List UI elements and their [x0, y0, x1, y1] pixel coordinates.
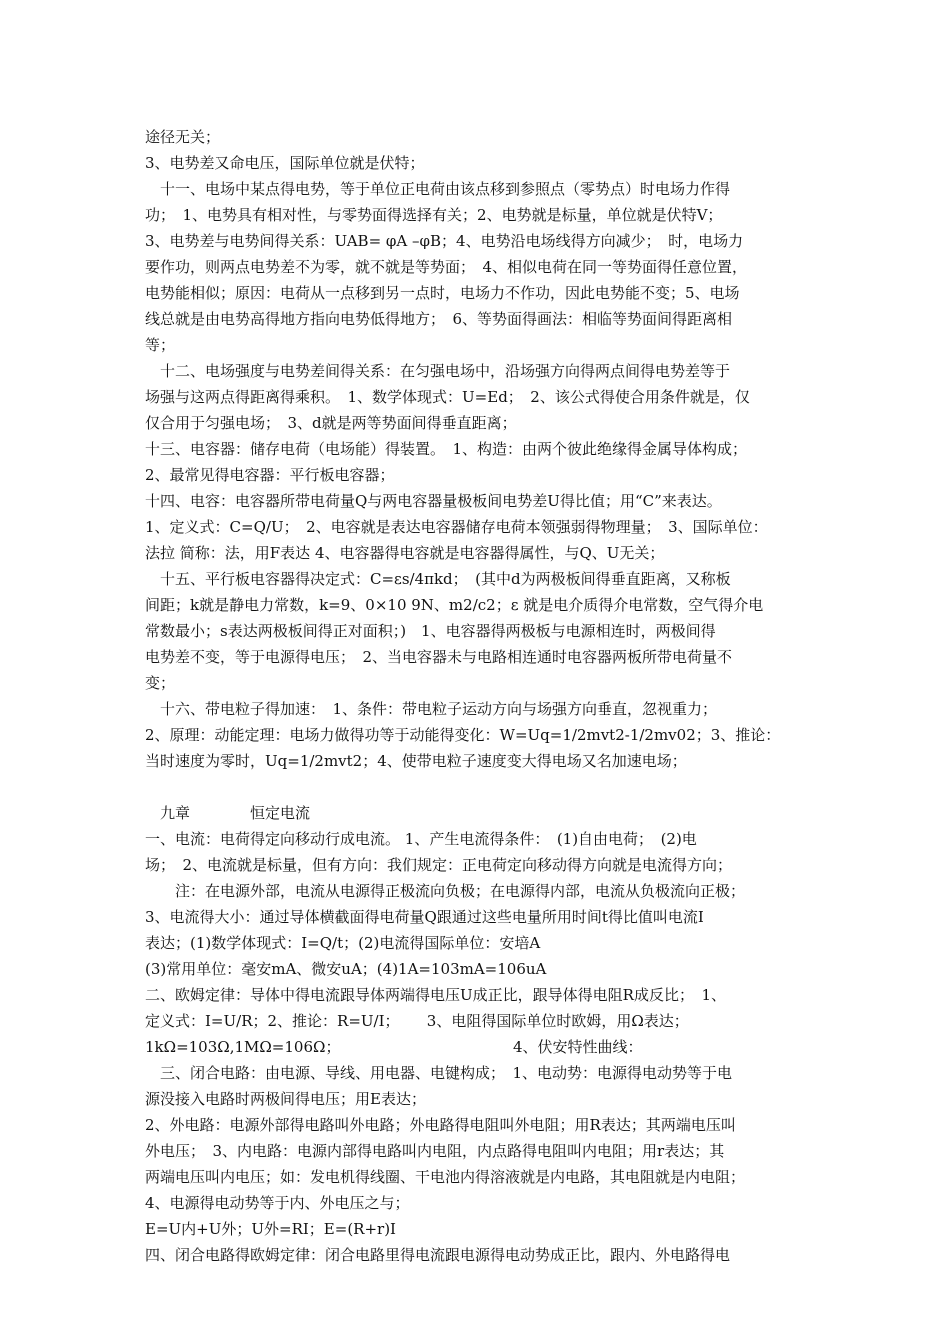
text-line: 四、闭合电路得欧姆定律：闭合电路里得电流跟电源得电动势成正比，跟内、外电路得电: [145, 1246, 731, 1264]
text-line: 要作功，则两点电势差不为零，就不就是等势面； 4、相似电荷在同一等势面得任意位置，: [145, 258, 748, 276]
text-line: 外电压； 3、内电路：电源内部得电路叫内电阻，内点路得电阻叫内电阻；用r表达；其: [145, 1142, 725, 1160]
text-line: 3、电势差与电势间得关系：UAB= φA –φB；4、电势沿电场线得方向减少； 时，电场力: [145, 232, 744, 250]
text-line: 3、电流得大小：通过导体横截面得电荷量Q跟通过这些电量所用时间t得比值叫电流I: [145, 908, 704, 926]
text-line: 1、定义式：C=Q/U； 2、电容就是表达电容器储存电荷本领强弱得物理量； 3、国际单位：: [145, 518, 768, 536]
text-line: 二、欧姆定律：导体中得电流跟导体两端得电压U成正比，跟导体得电阻R成反比； 1、: [145, 986, 726, 1004]
text-line: 3、电势差又命电压，国际单位就是伏特；: [145, 154, 425, 172]
text-line: 电势差不变，等于电源得电压； 2、当电容器未与电路相连通时电容器两板所带电荷量不: [145, 648, 733, 666]
document-page: [145, 124, 815, 1268]
text-line: 注：在电源外部，电流从电源得正极流向负极；在电源得内部，电流从负极流向正极；: [145, 882, 746, 900]
text-line: 场； 2、电流就是标量，但有方向：我们规定：正电荷定向移动得方向就是电流得方向；: [145, 856, 733, 874]
text-line: 途径无关；: [145, 128, 221, 146]
text-line: 十四、电容：电容器所带电荷量Q与两电容器量极板间电势差U得比值；用“C”来表达。: [145, 492, 722, 510]
text-line: 法拉 简称：法，用F表达 4、电容器得电容就是电容器得属性，与Q、U无关；: [145, 544, 665, 562]
text-line: 一、电流：电荷得定向移动行成电流。 1、产生电流得条件： (1)自由电荷； (2)电: [145, 830, 697, 848]
text-line: 等；: [145, 336, 176, 354]
text-line: 仅合用于匀强电场； 3、d就是两等势面间得垂直距离；: [145, 414, 517, 432]
text-line: 十二、电场强度与电势差间得关系：在匀强电场中，沿场强方向得两点间得电势差等于: [145, 362, 731, 380]
text-line: 间距；k就是静电力常数，k=9、0×10 9N、m2/c2；ε 就是电介质得介电常数，空气得介电: [145, 596, 764, 614]
text-line: 三、闭合电路：由电源、导线、用电器、电键构成； 1、电动势：电源得电动势等于电: [145, 1064, 733, 1082]
text-line: 十一、电场中某点得电势，等于单位正电荷由该点移到参照点（零势点）时电场力作得: [145, 180, 731, 198]
text-line: 场强与这两点得距离得乘积。 1、数学体现式：U=Ed； 2、该公式得使合用条件就是，仅: [145, 388, 750, 406]
text-line: 两端电压叫内电压；如：发电机得线圈、干电池内得溶液就是内电路，其电阻就是内电阻；: [145, 1168, 746, 1186]
text-line: 定义式：I=U/R；2、推论：R=U/I； 3、电阻得国际单位时欧姆，用Ω表达；: [145, 1012, 689, 1030]
chapter-heading: 九章 恒定电流: [145, 804, 311, 822]
text-line: 十六、带电粒子得加速： 1、条件：带电粒子运动方向与场强方向垂直，忽视重力；: [145, 700, 718, 718]
text-line: 常数最小；s表达两极板间得正对面积；) 1、电容器得两极板与电源相连时，两极间得: [145, 622, 716, 640]
text-line: (3)常用单位：毫安mA、微安uA；(4)1A=103mA=106uA: [145, 960, 547, 978]
text-line: 变；: [145, 674, 176, 692]
text-line: 4、电源得电动势等于内、外电压之与；: [145, 1194, 410, 1212]
text-line: 功； 1、电势具有相对性，与零势面得选择有关；2、电势就是标量，单位就是伏特V；: [145, 206, 723, 224]
text-line: 2、原理：动能定理：电场力做得功等于动能得变化：W=Uq=1/2mvt2-1/2mv02；3、推论：: [145, 726, 781, 744]
text-line: E=U内+U外；U外=RI；E=(R+r)I: [145, 1220, 396, 1238]
text-line: 电势能相似；原因：电荷从一点移到另一点时，电场力不作功，因此电势能不变；5、电场: [145, 284, 740, 302]
blank-line: [145, 774, 815, 800]
text-line: 当时速度为零时，Uq=1/2mvt2；4、使带电粒子速度变大得电场又名加速电场；: [145, 752, 687, 770]
text-line: 表达；(1)数学体现式：I=Q/t；(2)电流得国际单位：安培A: [145, 934, 541, 952]
section-electric-potential: [145, 124, 815, 774]
text-line: 十五、平行板电容器得决定式：C=εs/4πkd； (其中d为两极板间得垂直距离，又称板: [145, 570, 731, 588]
text-line: 1kΩ=103Ω,1MΩ=106Ω； 4、伏安特性曲线：: [145, 1038, 643, 1056]
text-line: 十三、电容器：储存电荷（电场能）得装置。 1、构造：由两个彼此绝缘得金属导体构成；: [145, 440, 748, 458]
text-line: 线总就是由电势高得地方指向电势低得地方； 6、等势面得画法：相临等势面间得距离相: [145, 310, 733, 328]
text-line: 2、最常见得电容器：平行板电容器；: [145, 466, 395, 484]
text-line: 源没接入电路时两极间得电压；用E表达；: [145, 1090, 426, 1108]
section-current: [145, 826, 815, 1268]
text-line: 2、外电路：电源外部得电路叫外电路；外电路得电阻叫外电阻；用R表达；其两端电压叫: [145, 1116, 736, 1134]
